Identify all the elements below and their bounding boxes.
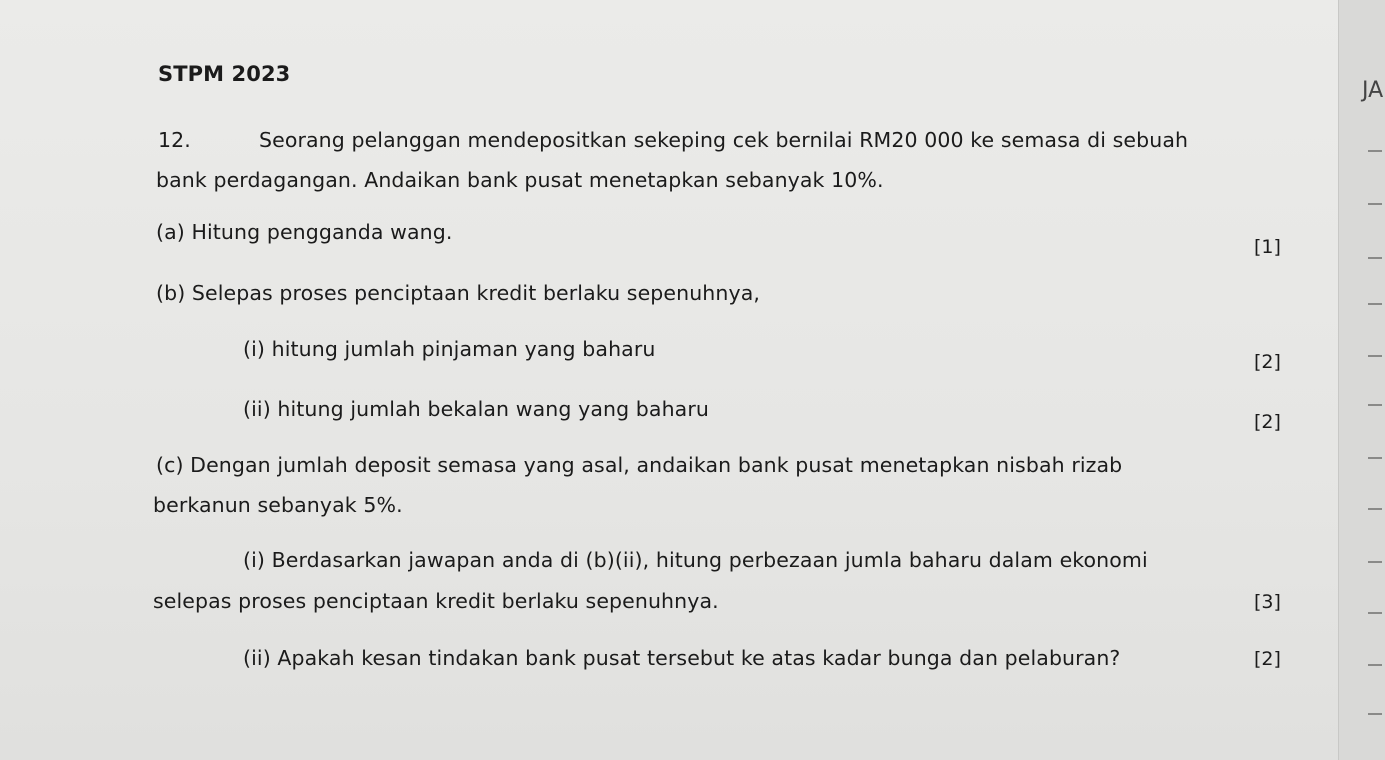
margin-line — [1368, 561, 1382, 563]
margin-line — [1368, 257, 1382, 259]
margin-fragment: JA — [1362, 78, 1384, 103]
next-page-edge — [1338, 0, 1385, 760]
part-a-text: (a) Hitung pengganda wang. — [156, 220, 453, 244]
margin-line — [1368, 404, 1382, 406]
part-b-ii-marks: [2] — [1254, 411, 1281, 433]
part-c-ii-marks: [2] — [1254, 648, 1281, 670]
question-number: 12. — [158, 128, 191, 152]
exam-header: STPM 2023 — [158, 62, 291, 86]
margin-line — [1368, 664, 1382, 666]
margin-line — [1368, 713, 1382, 715]
margin-line — [1368, 612, 1382, 614]
margin-line — [1368, 203, 1382, 205]
margin-line — [1368, 303, 1382, 305]
part-b-text: (b) Selepas proses penciptaan kredit berlaku sepenuhnya, — [156, 281, 761, 305]
part-c-i-marks: [3] — [1254, 591, 1281, 613]
part-b-i-marks: [2] — [1254, 351, 1281, 373]
part-b-ii-text: (ii) hitung jumlah bekalan wang yang baharu — [243, 397, 709, 421]
part-b-i-text: (i) hitung jumlah pinjaman yang baharu — [243, 337, 656, 361]
margin-line — [1368, 508, 1382, 510]
question-intro-line-2: bank perdagangan. Andaikan bank pusat menetapkan sebanyak 10%. — [156, 168, 884, 192]
part-c-i-line-1: (i) Berdasarkan jawapan anda di (b)(ii), hitung perbezaan jumla baharu dalam ekonomi — [243, 548, 1148, 572]
margin-line — [1368, 457, 1382, 459]
part-a-marks: [1] — [1254, 236, 1281, 258]
part-c-ii-text: (ii) Apakah kesan tindakan bank pusat tersebut ke atas kadar bunga dan pelaburan? — [243, 646, 1121, 670]
part-c-i-line-2: selepas proses penciptaan kredit berlaku sepenuhnya. — [153, 589, 719, 613]
margin-line — [1368, 150, 1382, 152]
question-intro-line-1: Seorang pelanggan mendepositkan sekeping cek bernilai RM20 000 ke semasa di sebuah — [259, 128, 1189, 152]
part-c-line-2: berkanun sebanyak 5%. — [153, 493, 403, 517]
margin-line — [1368, 355, 1382, 357]
part-c-line-1: (c) Dengan jumlah deposit semasa yang asal, andaikan bank pusat menetapkan nisbah rizab — [156, 453, 1123, 477]
